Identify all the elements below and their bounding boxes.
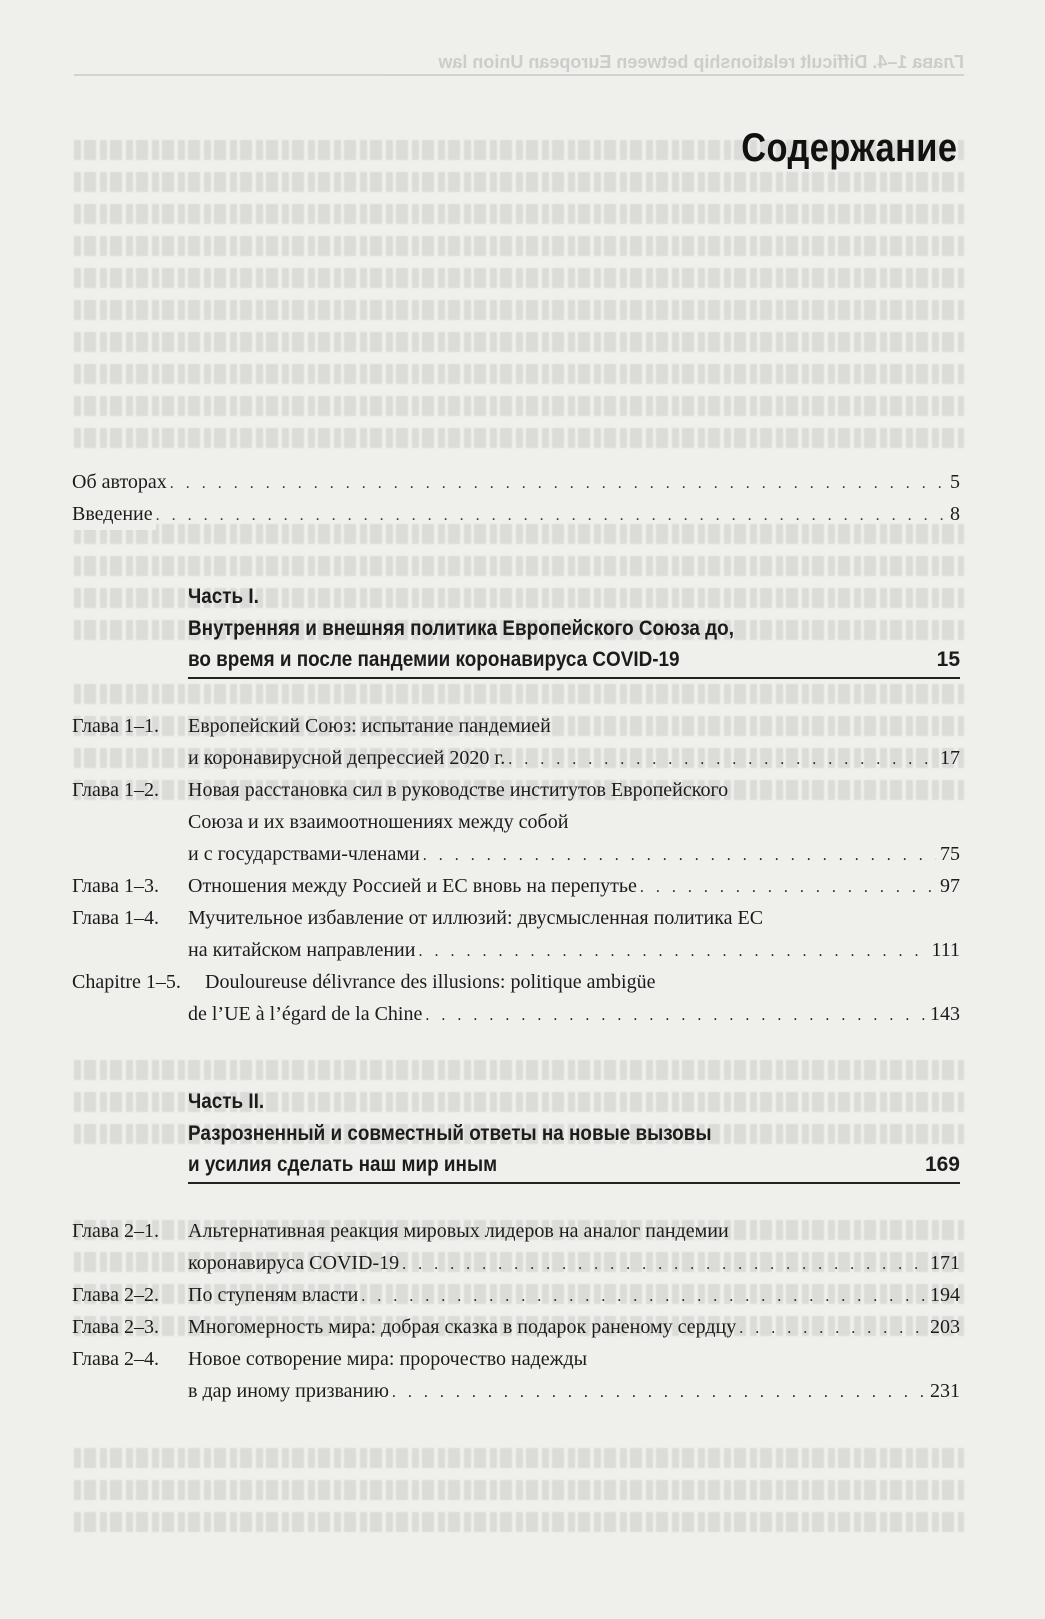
leader-dots <box>425 1000 926 1032</box>
toc-page-number: 75 <box>940 843 960 865</box>
chapter-number: Глава 2–2. <box>72 1284 159 1306</box>
leader-dots <box>170 468 946 500</box>
leader-dots <box>361 1281 926 1313</box>
chapter-number: Глава 1–1. <box>72 715 159 737</box>
chapter-number: Chapitre 1–5. <box>72 971 181 993</box>
toc-page-number: 97 <box>940 875 960 897</box>
bleed-through-running-header: Глава 1–4. Difficult relationship between European Union law <box>74 52 964 76</box>
chapter-2-3-line-1[interactable]: Многомерность мира: добрая сказка в подарок раненому сердцу . . . 203 <box>188 1311 960 1343</box>
toc-page-number: 111 <box>931 939 960 961</box>
chapter-number: Глава 2–3. <box>72 1316 159 1338</box>
chapter-1-1-line-1[interactable]: Европейский Союз: испытание пандемией <box>188 715 551 737</box>
part-1-title-line-1: Внутренняя и внешняя политика Европейского Союза до, <box>188 617 734 640</box>
part-2-title-line-1: Разрозненный и совместный ответы на новые вызовы <box>188 1122 712 1145</box>
chapter-1-2-line-1[interactable]: Новая расстановка сил в руководстве институтов Европейского <box>188 779 729 801</box>
chapter-1-2-line-3[interactable]: и с государствами-членами . . . 75 <box>188 838 960 870</box>
chapter-1-3-line-1[interactable]: Отношения между Россией и ЕС вновь на перепутье . . . 97 <box>188 870 960 902</box>
chapter-number: Глава 1–2. <box>72 779 159 801</box>
chapter-2-4-line-1[interactable]: Новое сотворение мира: пророчество надежды <box>188 1348 588 1370</box>
toc-page-number: 231 <box>930 1380 960 1402</box>
leader-dots <box>423 840 936 872</box>
toc-page-number: 194 <box>930 1284 960 1306</box>
toc-page-number: 169 <box>924 1153 960 1176</box>
toc-entry-about-authors[interactable] <box>72 466 960 498</box>
leader-dots <box>418 936 927 968</box>
toc-page-number: 171 <box>930 1252 960 1274</box>
toc-entry-introduction[interactable] <box>72 498 960 530</box>
chapter-2-1-line-1[interactable]: Альтернативная реакция мировых лидеров на аналог пандемии <box>188 1220 729 1242</box>
chapter-number: Глава 2–1. <box>72 1220 159 1242</box>
part-2-title-line-2[interactable]: и усилия сделать наш мир иным 169 <box>188 1150 960 1184</box>
chapter-1-4-line-1[interactable]: Мучительное избавление от иллюзий: двусмысленная политика ЕС <box>188 907 764 929</box>
chapter-number: Глава 2–4. <box>72 1348 159 1370</box>
chapter-1-2-line-2[interactable]: Союза и их взаимоотношениях между собой <box>188 811 569 833</box>
part-1-title-line-2[interactable]: во время и после пандемии коронавируса COVID-19 15 <box>188 645 960 679</box>
chapter-1-4-line-2[interactable]: на китайском направлении . . . 111 <box>188 934 960 966</box>
toc-entry-label: Об авторах <box>72 466 170 498</box>
toc-page-number: 8 <box>950 503 960 525</box>
leader-dots <box>402 1249 926 1281</box>
leader-dots <box>508 744 940 776</box>
toc-page-number: 143 <box>930 1003 960 1025</box>
chapter-2-2-line-1[interactable]: По ступеням власти . . . 194 <box>188 1279 960 1311</box>
leader-dots <box>739 1313 926 1345</box>
leader-dots <box>156 500 946 532</box>
leader-dots <box>392 1377 926 1409</box>
chapter-1-5-line-1[interactable]: Douloureuse délivrance des illusions: politique ambigüe <box>205 971 656 993</box>
chapter-number: Глава 1–3. <box>72 875 159 897</box>
chapter-number: Глава 1–4. <box>72 907 159 929</box>
toc-page-number: 17 <box>940 747 960 769</box>
toc-entry-label: Введение <box>72 498 156 530</box>
chapter-1-1-line-2[interactable]: и коронавирусной депрессией 2020 г. . . . 17 <box>188 742 960 774</box>
chapter-2-1-line-2[interactable]: коронавируса COVID-19 . . . 171 <box>188 1247 960 1279</box>
part-1-label: Часть I. <box>188 585 259 608</box>
leader-dots <box>640 872 936 904</box>
toc-page-number: 5 <box>950 471 960 493</box>
toc-page-number: 15 <box>936 648 960 671</box>
page-title: Содержание <box>740 126 957 170</box>
part-2-label: Часть II. <box>188 1090 265 1113</box>
chapter-2-4-line-2[interactable]: в дар иному призванию . . . 231 <box>188 1375 960 1407</box>
chapter-1-5-line-2[interactable]: de l’UE à l’égard de la Chine . . . 143 <box>188 998 960 1030</box>
toc-page-number: 203 <box>930 1316 960 1338</box>
